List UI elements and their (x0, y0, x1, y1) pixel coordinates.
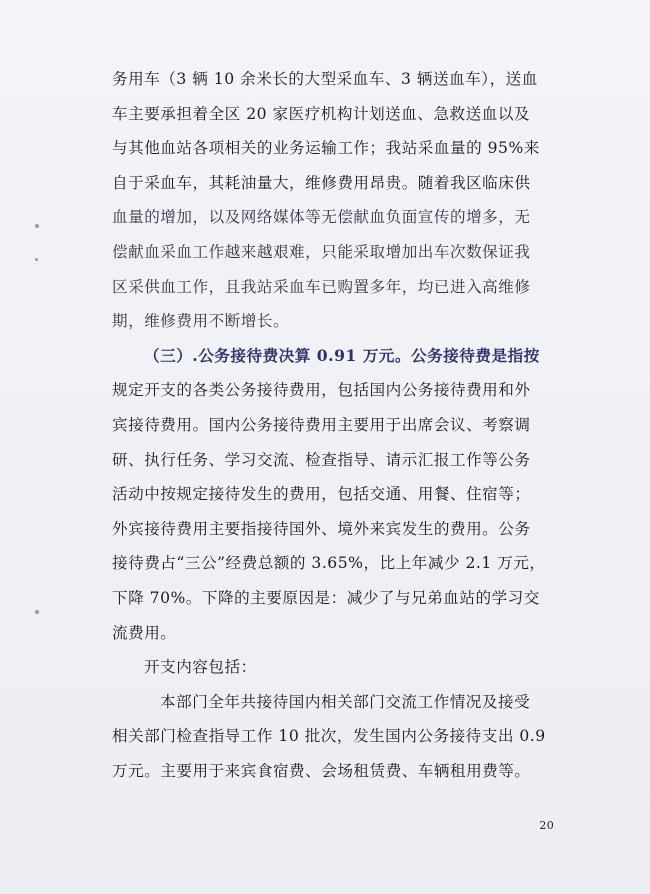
body-line: 接待费占“三公”经费总额的 3.65%，比上年减少 2.1 万元， (112, 554, 546, 573)
body-line: 自于采血车，其耗油量大，维修费用昂贵。随着我区临床供 (112, 173, 531, 192)
body-line: 研、执行任务、学习交流、检查指导、请示汇报工作等公务 (112, 450, 531, 469)
body-line: 宾接待费用。国内公务接待费用主要用于出席会议、考察调 (112, 415, 531, 434)
body-line: 车主要承担着全区 20 家医疗机构计划送血、急救送血以及 (112, 104, 531, 123)
body-line: 流费用。 (112, 623, 177, 642)
body-line: 偿献血采血工作越来越艰难，只能采取增加出车次数保证我 (112, 242, 531, 261)
body-line: 期，维修费用不断增长。 (112, 312, 290, 331)
body-line: 规定开支的各类公务接待费用，包括国内公务接待费用和外 (112, 381, 531, 400)
body-line: 区采供血工作，且我站采血车已购置多年，均已进入高维修 (112, 277, 531, 296)
binding-hole-mark (35, 610, 39, 614)
body-line: 万元。主要用于来宾食宿费、会场租赁费、车辆租用费等。 (112, 761, 531, 780)
body-line: 外宾接待费用主要指接待国外、境外来宾发生的费用。公务 (112, 519, 531, 538)
binding-hole-mark (35, 224, 39, 228)
body-line: 务用车（3 辆 10 余米长的大型采血车、3 辆送血车），送血 (112, 70, 538, 88)
body-line: 血量的增加，以及网络媒体等无偿献血负面宣传的增多，无 (112, 208, 531, 227)
page-number: 20 (539, 819, 554, 832)
section-heading-reception-expense: （三）.公务接待费决算 0.91 万元。公务接待费是指按 (144, 345, 540, 365)
body-line: 活动中按规定接待发生的费用，包括交通、用餐、住宿等； (112, 485, 531, 504)
body-line: 下降 70%。下降的主要原因是：减少了与兄弟血站的学习交 (112, 588, 540, 607)
body-line: 相关部门检查指导工作 10 批次，发生国内公务接待支出 0.9 (112, 727, 546, 746)
binding-hole-mark (35, 258, 38, 261)
body-line: 本部门全年共接待国内相关部门交流工作情况及接受 (160, 692, 531, 711)
expense-content-label: 开支内容包括： (144, 658, 257, 677)
body-text (112, 62, 587, 788)
body-line: 与其他血站各项相关的业务运输工作；我站采血量的 95%来 (112, 139, 540, 158)
